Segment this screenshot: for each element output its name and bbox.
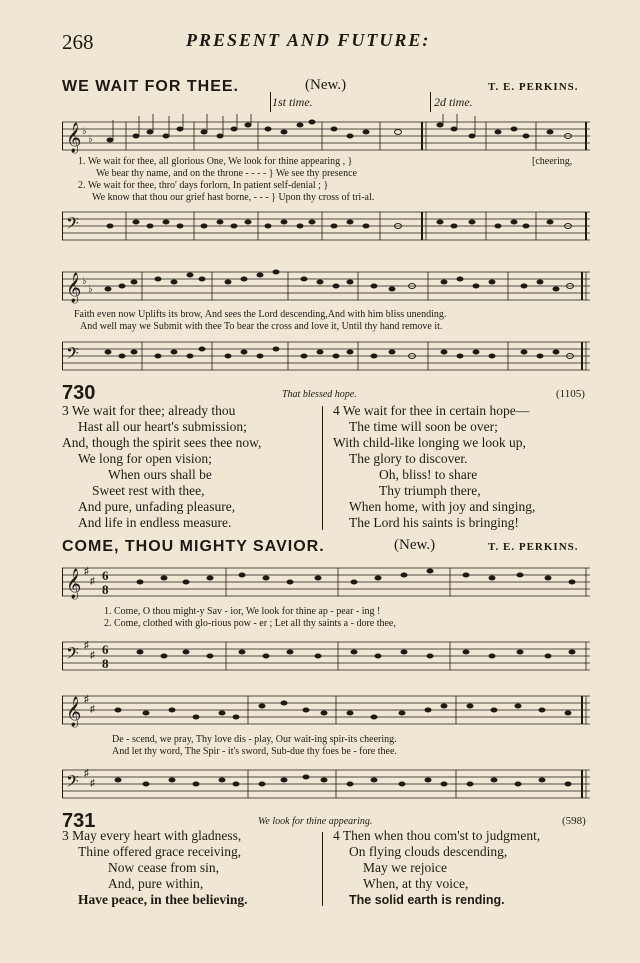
verse-line: When home, with joy and singing, <box>349 499 536 514</box>
verse-line: When, at thy voice, <box>363 876 469 891</box>
hymn-subtitle: We look for thine appearing. <box>258 816 373 827</box>
hymn1-lyric-line: 2. We wait for thee, thro' days forlorn, In patient self-denial ; } <box>78 180 329 191</box>
music-staff-treble <box>62 688 590 732</box>
svg-text:𝄢: 𝄢 <box>66 645 79 667</box>
hymn1-lyric-line: 1. We wait for thee, all glorious One, We look for thine appearing , } <box>78 156 353 167</box>
verse-line: And pure, unfading pleasure, <box>78 499 236 514</box>
svg-text:𝄢: 𝄢 <box>66 215 79 237</box>
svg-text:6: 6 <box>102 568 109 583</box>
music-staff-bass <box>62 634 590 678</box>
hymn2-lyric-line: De - scend, we pray, Thy love dis - play, Our wait-ing spir-its cheering. <box>112 734 397 745</box>
hymn1-lyric-line: We bear thy name, and on the throne - - - - } We see thy presence <box>96 168 357 179</box>
hymn1-lyric-cheering: [cheering, <box>532 156 573 167</box>
svg-text:♯: ♯ <box>90 778 95 789</box>
hymn1-composer: T. E. PERKINS. <box>488 81 579 93</box>
verse-line: May we rejoice <box>363 860 447 875</box>
hymn-subtitle: That blessed hope. <box>282 389 357 400</box>
svg-text:♯: ♯ <box>84 694 89 705</box>
page-number: 268 <box>62 30 94 54</box>
svg-text:♯: ♯ <box>90 576 95 587</box>
verse-line: With child-like longing we look up, <box>333 435 526 450</box>
verse-line: Thine offered grace receiving, <box>78 844 242 859</box>
verse-line: The time will soon be over; <box>349 419 498 434</box>
verse-3 <box>62 403 261 531</box>
verse-line: The solid earth is rending. <box>349 893 505 907</box>
svg-text:♯: ♯ <box>90 650 95 661</box>
hymn-number: 730 <box>62 382 96 404</box>
hymn2-composer: T. E. PERKINS. <box>488 541 579 553</box>
svg-text:𝄞: 𝄞 <box>66 273 82 302</box>
column-divider <box>322 406 323 530</box>
hymn2-lyric-line: And let thy word, The Spir - it's sword, Sub-due thy foes be - fore thee. <box>112 746 397 757</box>
svg-text:♭: ♭ <box>88 134 93 145</box>
hymn2-lyric-line: 1. Come, O thou might-y Sav - ior, We look for thine ap - pear - ing ! <box>104 606 381 617</box>
svg-text:♯: ♯ <box>84 768 89 779</box>
music-staff-bass <box>62 204 590 248</box>
second-ending-label: 2d time. <box>434 95 473 109</box>
svg-text:♯: ♯ <box>84 566 89 577</box>
verse-line: The Lord his saints is bringing! <box>349 515 519 530</box>
hymn1-lyric-line: Faith even now Uplifts its brow, And sees the Lord descending,And with him bliss unending. <box>74 309 447 320</box>
svg-text:♭: ♭ <box>82 126 87 137</box>
verse-line: Oh, bliss! to share <box>379 467 478 482</box>
svg-text:♯: ♯ <box>84 640 89 651</box>
music-staff-treble <box>62 560 590 604</box>
verse-line: And life in endless measure. <box>78 515 232 530</box>
verse-3 <box>62 828 247 908</box>
verse-line: 3 May every heart with gladness, <box>62 828 242 843</box>
hymn1-note: (New.) <box>305 77 347 93</box>
music-staff-bass <box>62 762 590 806</box>
svg-text:𝄞: 𝄞 <box>66 697 82 726</box>
hymn2-note: (New.) <box>394 537 436 553</box>
hymn1-title: WE WAIT FOR THEE. <box>62 78 239 95</box>
verse-line: Sweet rest with thee, <box>92 483 205 498</box>
svg-text:6: 6 <box>102 642 109 657</box>
verse-line: And, pure within, <box>108 876 204 891</box>
svg-text:♭: ♭ <box>88 284 93 295</box>
hymn1-lyric-line: And well may we Submit with thee To bear the cross and love it, Until thy hand remove it. <box>80 321 443 332</box>
verse-line: The glory to discover. <box>349 451 468 466</box>
svg-text:𝄢: 𝄢 <box>66 345 79 367</box>
svg-text:♭: ♭ <box>82 276 87 287</box>
verse-line: 3 We wait for thee; already thou <box>62 403 236 418</box>
svg-text:8: 8 <box>102 656 109 671</box>
svg-text:𝄢: 𝄢 <box>66 773 79 795</box>
verse-line: We long for open vision; <box>78 451 212 466</box>
first-ending-label: 1st time. <box>272 95 313 109</box>
column-divider <box>322 832 323 906</box>
verse-line: 4 Then when thou com'st to judgment, <box>333 828 541 843</box>
hymn-number: 731 <box>62 810 96 832</box>
verse-line: And, though the spirit sees thee now, <box>62 435 262 450</box>
hymn-reference: (598) <box>562 815 586 827</box>
music-staff-bass <box>62 334 590 376</box>
verse-4 <box>333 828 540 908</box>
verse-line: Have peace, in thee believing. <box>78 892 248 907</box>
svg-text:𝄞: 𝄞 <box>66 569 82 598</box>
hymn-reference: (1105) <box>556 388 585 400</box>
svg-text:8: 8 <box>102 582 109 597</box>
hymn1-lyric-line: We know that thou our grief hast borne, - - - } Upon thy cross of tri-al. <box>92 192 375 203</box>
music-staff-treble <box>62 114 590 158</box>
verse-line: 4 We wait for thee in certain hope— <box>333 403 530 418</box>
verse-4 <box>333 403 535 531</box>
verse-line: On flying clouds descending, <box>349 844 508 859</box>
hymn2-title: COME, THOU MIGHTY SAVIOR. <box>62 538 325 555</box>
verse-line: Now cease from sin, <box>108 860 219 875</box>
verse-line: Hast all our heart's submission; <box>78 419 247 434</box>
hymn2-lyric-line: 2. Come, clothed with glo-rious pow - er ; Let all thy saints a - dore thee, <box>104 618 396 629</box>
svg-text:𝄞: 𝄞 <box>66 123 82 152</box>
running-title: PRESENT AND FUTURE: <box>186 30 431 50</box>
svg-text:♯: ♯ <box>90 704 95 715</box>
music-staff-treble <box>62 262 590 308</box>
verse-line: When ours shall be <box>108 467 212 482</box>
verse-line: Thy triumph there, <box>379 483 481 498</box>
